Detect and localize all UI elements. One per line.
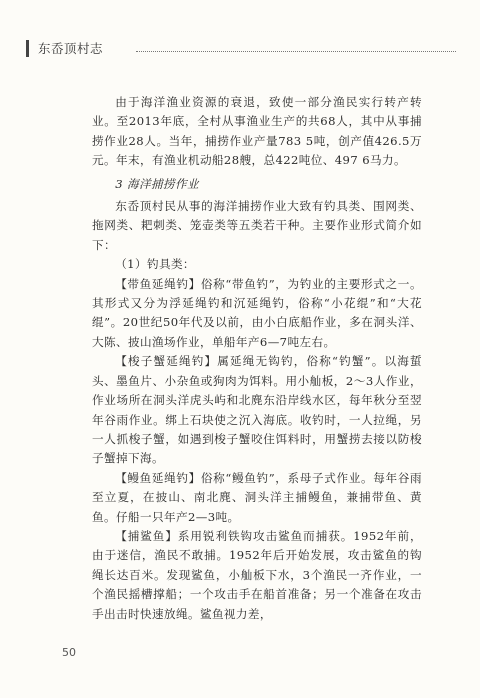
paragraph-crab-longline: 【梭子蟹延绳钓】属延绳无钩钓，俗称“钓蟹”。以海蜇头、墨鱼片、小杂鱼或狗肉为饵料。用小舢板，2～3人作业，作业场所在洞头洋虎头屿和北麂东沿岸线水区，每年秋分至翌年谷雨作业。绑上石块使之沉入海底。收钓时，一人拉绳，另一人抓梭子蟹，如遇到梭子蟹咬住饵料时，用蟹捞去接以防梭子蟹掉下海。 bbox=[92, 354, 422, 466]
subsection-heading: （1）钓具类： bbox=[115, 257, 195, 272]
paragraph-shark-fishing: 【捕鲨鱼】系用锐利铁钩攻击鲨鱼而捕获。1952年前，由于迷信，渔民不敢捕。1952年后开始发展，攻击鲨鱼的钩绳长达百米。发现鲨鱼，小舢板下水，3个渔民一齐作业，一个渔民摇槽撑船；一个攻击手在船首准备；另一个准备在攻击手出击时快速放绳。鲨鱼视力差， bbox=[92, 528, 422, 621]
page-body bbox=[92, 93, 422, 624]
header-dotted-rule bbox=[136, 51, 456, 52]
paragraph-eel-longline: 【鳗鱼延绳钓】俗称“鳗鱼钓”，系母子式作业。每年谷雨至立夏，在披山、南北麂、洞头洋主捕鳗鱼，兼捕带鱼、黄鱼。仔船一只年产2—3吨。 bbox=[92, 470, 422, 524]
running-header bbox=[26, 38, 456, 62]
paragraph-hairtail-longline: 【带鱼延绳钓】俗称“带鱼钓”，为钓业的主要形式之一。其形式又分为浮延绳钓和沉延绳钓，俗称“小花绲”和“大花绲”。20世纪50年代及以前，由小白底船作业，多在洞头洋、大陈、披山渔场作业，单船年产6—7吨左右。 bbox=[92, 276, 422, 349]
header-bar bbox=[26, 40, 29, 57]
page-number: 50 bbox=[62, 646, 76, 659]
section-heading: 3 海洋捕捞作业 bbox=[115, 176, 200, 191]
paragraph-intro: 由于海洋渔业资源的衰退，致使一部分渔民实行转产转业。至2013年底，全村从事渔业生产的共68人，其中从事捕捞作业28人。当年，捕捞作业产量783 5吨，创产值426.5万元。年末，有渔业机动船28艘，总422吨位、497 6马力。 bbox=[92, 95, 422, 168]
header-title: 东岙顶村志 bbox=[38, 41, 104, 56]
paragraph-overview: 东岙顶村民从事的海洋捕捞作业大致有钓具类、围网类、拖网类、耙刺类、笼壶类等五类若干种。主要作业形式简介如下： bbox=[92, 199, 422, 252]
